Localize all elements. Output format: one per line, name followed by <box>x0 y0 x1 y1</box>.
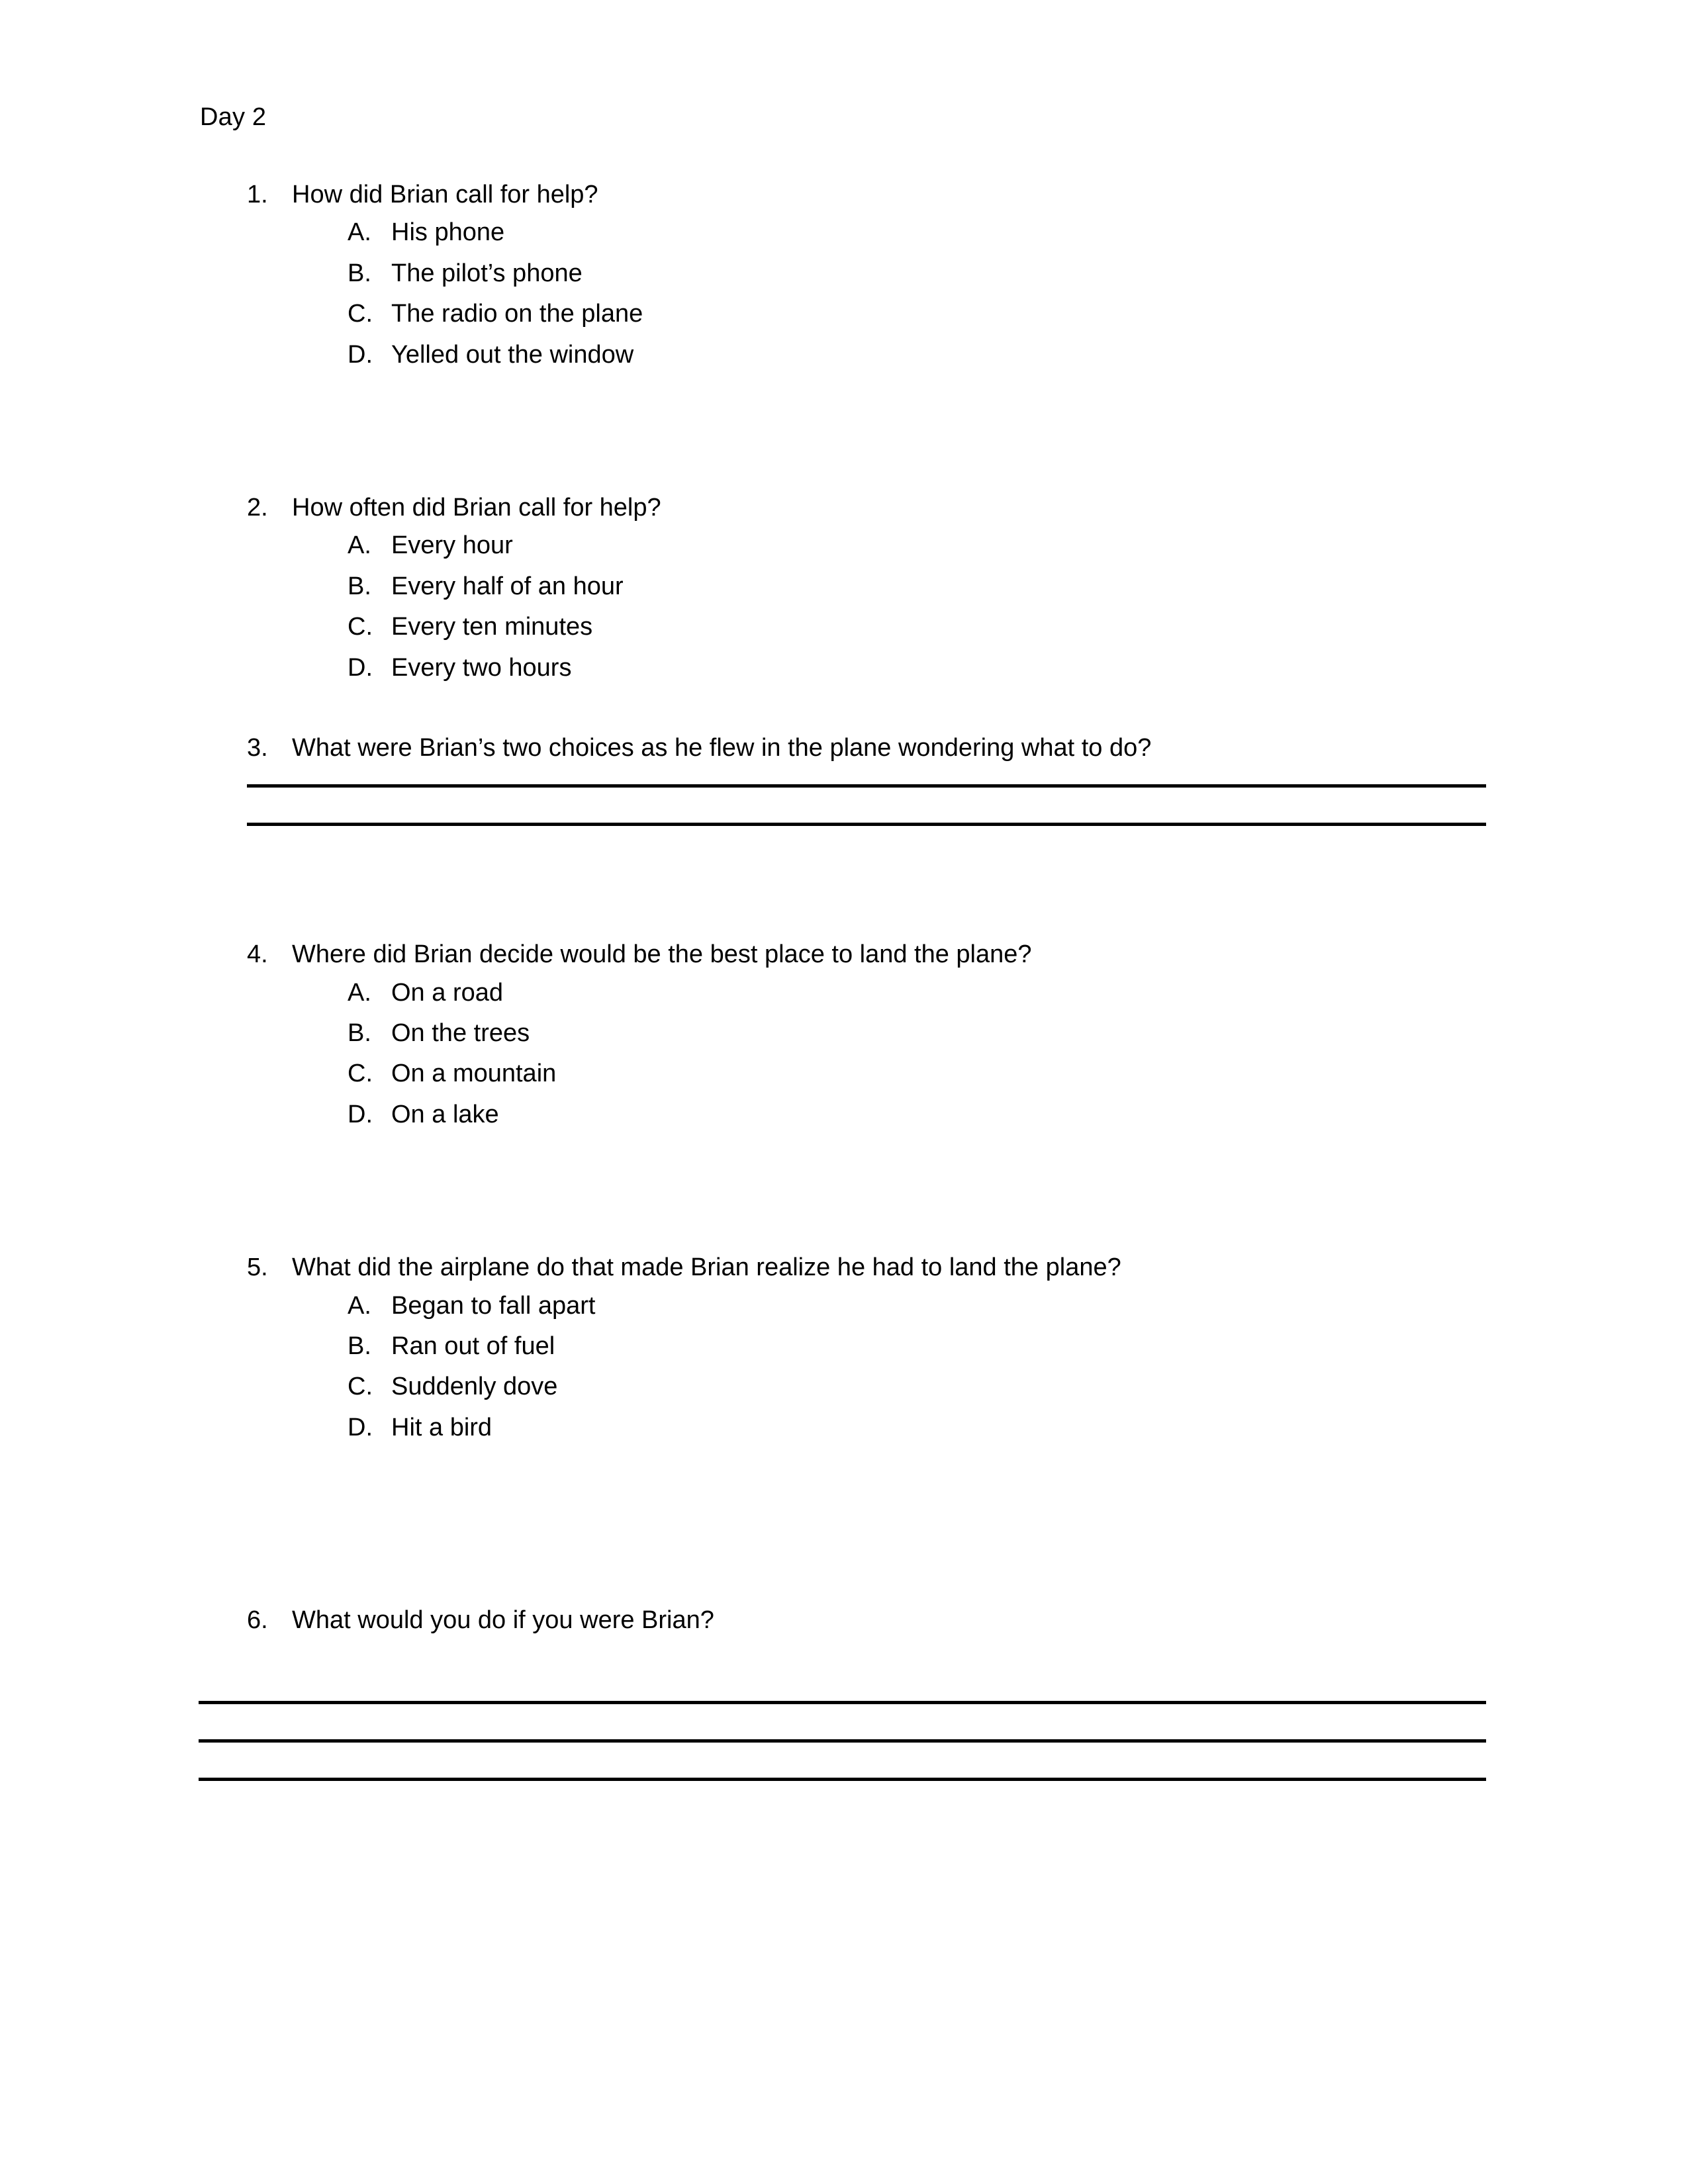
answer-line[interactable] <box>247 784 1486 788</box>
option-text: On a lake <box>391 1100 499 1128</box>
question-block-2 <box>0 492 1688 684</box>
option-row[interactable] <box>0 611 1688 643</box>
option-text: His phone <box>391 218 505 247</box>
question-row <box>0 1251 1688 1284</box>
option-text: Hit a bird <box>391 1413 492 1441</box>
spacer <box>0 764 1688 784</box>
question-number: 6. <box>247 1606 268 1635</box>
option-list <box>0 529 1688 684</box>
option-letter: D. <box>348 340 373 369</box>
answer-line[interactable] <box>199 1739 1486 1743</box>
page-title: Day 2 <box>200 103 267 131</box>
option-row[interactable] <box>0 216 1688 249</box>
option-letter: A. <box>348 218 371 247</box>
option-text: On a mountain <box>391 1060 557 1088</box>
option-letter: C. <box>348 1060 373 1088</box>
option-row[interactable] <box>0 1412 1688 1444</box>
option-row[interactable] <box>0 298 1688 330</box>
question-text: Where did Brian decide would be the best place to land the plane? <box>292 940 1032 969</box>
option-row[interactable] <box>0 1058 1688 1090</box>
question-number: 4. <box>247 940 268 969</box>
option-letter: C. <box>348 613 373 641</box>
question-text: How did Brian call for help? <box>292 181 598 208</box>
option-list <box>0 977 1688 1132</box>
option-row[interactable] <box>0 977 1688 1009</box>
spacer <box>0 826 1688 938</box>
question-text: What did the airplane do that made Brian realize he had to land the plane? <box>292 1253 1121 1282</box>
spacer <box>0 1139 1688 1251</box>
option-letter: C. <box>348 300 373 328</box>
option-text: Every ten minutes <box>391 613 593 641</box>
question-number: 3. <box>247 733 268 762</box>
option-letter: B. <box>348 1332 371 1361</box>
option-text: Suddenly dove <box>391 1373 558 1401</box>
answer-lines[interactable] <box>0 784 1688 826</box>
question-block-1 <box>0 179 1688 371</box>
option-text: Began to fall apart <box>391 1291 596 1320</box>
option-letter: A. <box>348 531 371 560</box>
option-letter: B. <box>348 572 371 600</box>
option-row[interactable] <box>0 1017 1688 1050</box>
question-row <box>0 179 1688 211</box>
option-letter: A. <box>348 978 371 1007</box>
option-letter: C. <box>348 1373 373 1401</box>
question-block-4 <box>0 938 1688 1131</box>
option-list <box>0 1290 1688 1445</box>
option-letter: D. <box>348 1100 373 1128</box>
spacer <box>0 1452 1688 1565</box>
question-block-3 <box>0 732 1688 826</box>
option-text: The radio on the plane <box>391 300 643 328</box>
option-text: On a road <box>391 978 503 1007</box>
question-block-5 <box>0 1251 1688 1444</box>
option-row[interactable] <box>0 1371 1688 1403</box>
spacer <box>0 1565 1688 1604</box>
option-letter: A. <box>348 1291 371 1320</box>
spacer <box>0 692 1688 732</box>
spacer <box>0 1637 1688 1701</box>
option-letter: B. <box>348 1019 371 1048</box>
question-row <box>0 1604 1688 1637</box>
option-row[interactable] <box>0 1290 1688 1322</box>
question-row <box>0 492 1688 524</box>
questions-container <box>0 179 1688 1781</box>
option-text: On the trees <box>391 1019 530 1048</box>
answer-lines[interactable] <box>0 1701 1688 1781</box>
option-letter: D. <box>348 653 373 682</box>
question-text: What were Brian’s two choices as he flew in the plane wondering what to do? <box>292 733 1152 762</box>
option-text: Yelled out the window <box>391 340 634 369</box>
question-text: How often did Brian call for help? <box>292 493 661 522</box>
question-text: What would you do if you were Brian? <box>292 1606 714 1635</box>
option-row[interactable] <box>0 1330 1688 1363</box>
spacer <box>0 379 1688 492</box>
option-row[interactable] <box>0 529 1688 562</box>
option-text: The pilot’s phone <box>391 259 583 287</box>
option-text: Every half of an hour <box>391 572 624 600</box>
option-row[interactable] <box>0 570 1688 603</box>
option-row[interactable] <box>0 339 1688 371</box>
option-row[interactable] <box>0 652 1688 684</box>
option-text: Every hour <box>391 531 513 560</box>
question-row <box>0 938 1688 971</box>
option-list <box>0 216 1688 371</box>
answer-line[interactable] <box>199 1701 1486 1704</box>
option-letter: D. <box>348 1413 373 1441</box>
option-row[interactable] <box>0 1099 1688 1131</box>
option-row[interactable] <box>0 257 1688 290</box>
question-number: 2. <box>247 493 268 522</box>
option-letter: B. <box>348 259 371 287</box>
question-row <box>0 732 1688 764</box>
answer-line[interactable] <box>199 1778 1486 1781</box>
answer-line[interactable] <box>247 823 1486 826</box>
question-number: 1. <box>247 181 268 208</box>
question-block-6 <box>0 1604 1688 1780</box>
option-text: Ran out of fuel <box>391 1332 555 1361</box>
question-number: 5. <box>247 1253 268 1282</box>
option-text: Every two hours <box>391 653 572 682</box>
